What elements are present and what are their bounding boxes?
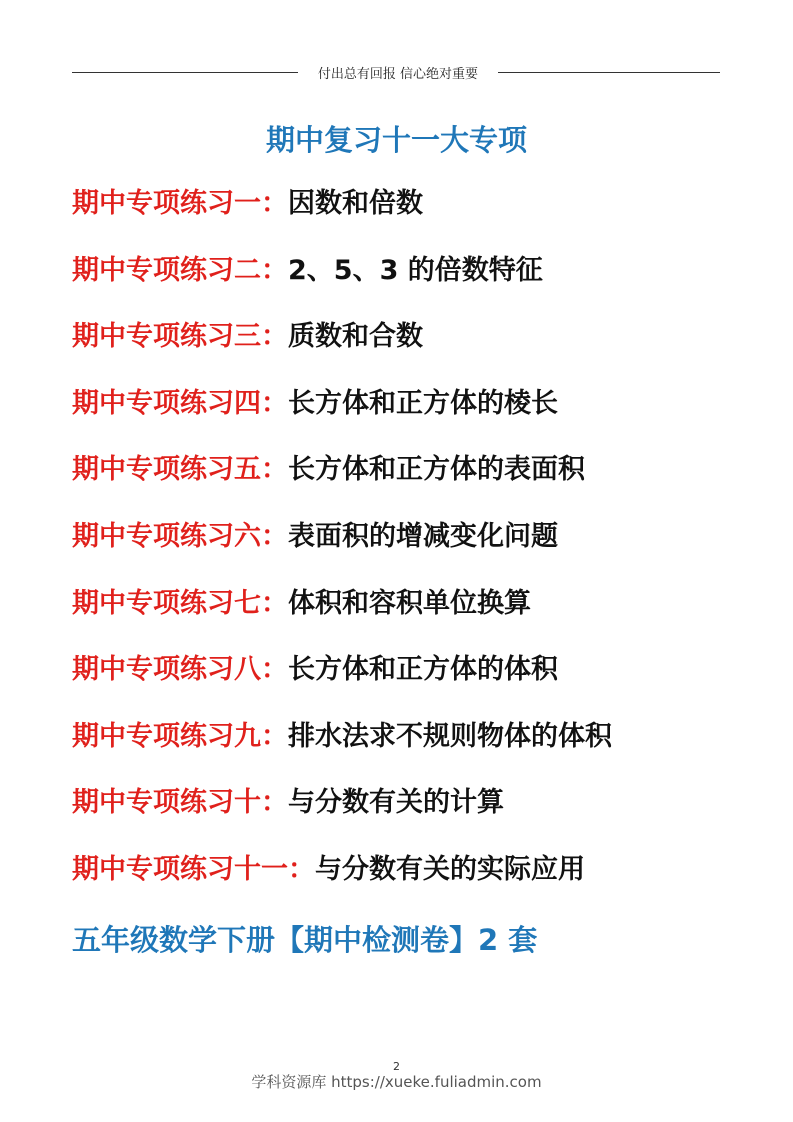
item-topic: 与分数有关的计算 <box>288 787 504 819</box>
item-prefix: 期中专项练习七： <box>72 587 288 619</box>
item-topic: 2、5、3 的倍数特征 <box>288 254 543 286</box>
list-item <box>72 719 612 786</box>
list-item <box>72 852 612 919</box>
item-prefix: 期中专项练习六： <box>72 520 288 552</box>
header-rule-right <box>498 72 720 73</box>
list-item <box>72 586 612 653</box>
item-topic: 排水法求不规则物体的体积 <box>288 720 612 752</box>
item-topic: 长方体和正方体的体积 <box>288 654 558 686</box>
page-number: 2 <box>393 1060 400 1073</box>
list-item <box>72 785 612 852</box>
item-prefix: 期中专项练习四： <box>72 387 288 419</box>
item-prefix: 期中专项练习八： <box>72 654 288 686</box>
item-prefix: 期中专项练习二： <box>72 254 288 286</box>
item-prefix: 期中专项练习一： <box>72 188 288 219</box>
item-topic: 因数和倍数 <box>288 188 423 219</box>
item-prefix: 期中专项练习五： <box>72 454 288 486</box>
exam-title: 五年级数学下册【期中检测卷】2 套 <box>72 923 538 957</box>
header-rule-left <box>72 72 298 73</box>
list-item <box>72 186 612 253</box>
list-item <box>72 386 612 453</box>
item-topic: 体积和容积单位换算 <box>288 587 531 619</box>
header-motto: 付出总有回报 信心绝对重要 <box>317 67 479 82</box>
item-prefix: 期中专项练习三： <box>72 321 288 353</box>
item-topic: 表面积的增减变化问题 <box>288 520 558 552</box>
item-topic: 长方体和正方体的表面积 <box>288 454 585 486</box>
footer-source: 学科资源库 https://xueke.fuliadmin.com <box>251 1073 542 1091</box>
item-prefix: 期中专项练习十一： <box>72 853 315 885</box>
list-item <box>72 519 612 586</box>
item-topic: 长方体和正方体的棱长 <box>288 387 558 419</box>
item-topic: 与分数有关的实际应用 <box>315 853 585 885</box>
list-item <box>72 253 612 320</box>
practice-list <box>72 186 612 919</box>
list-item <box>72 652 612 719</box>
list-item <box>72 452 612 519</box>
list-item <box>72 319 612 386</box>
page-title: 期中复习十一大专项 <box>265 123 527 157</box>
item-prefix: 期中专项练习九： <box>72 720 288 752</box>
item-prefix: 期中专项练习十： <box>72 787 288 819</box>
item-topic: 质数和合数 <box>288 321 423 353</box>
